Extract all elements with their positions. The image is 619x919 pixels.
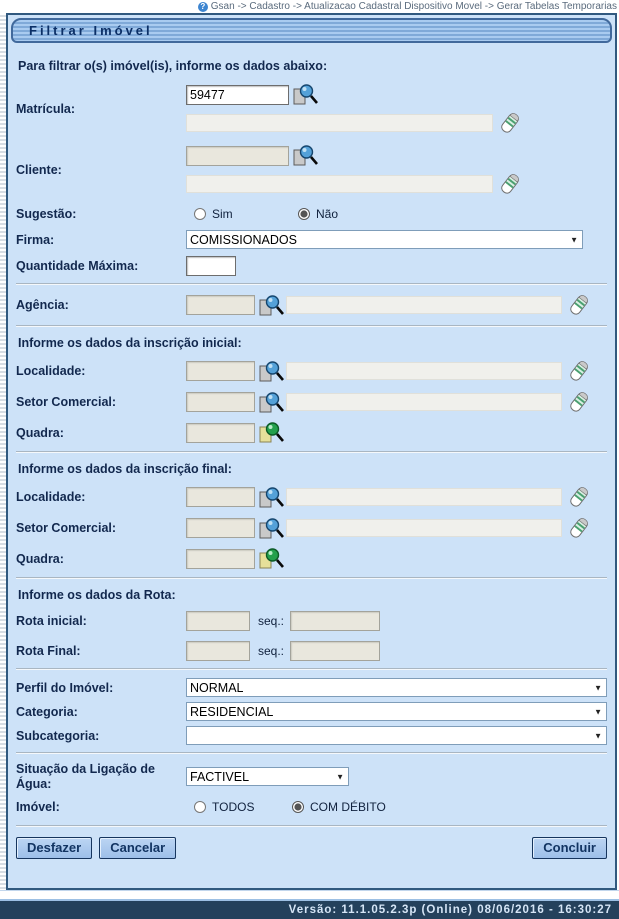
categoria-select-value: RESIDENCIAL (190, 704, 274, 719)
search-green-icon[interactable] (258, 421, 284, 444)
matricula-input[interactable] (186, 85, 289, 105)
setor-final-label: Setor Comercial: (16, 521, 117, 536)
search-icon[interactable] (292, 144, 318, 167)
quantidade-maxima-label: Quantidade Máxima: (16, 259, 139, 274)
cliente-description-field (186, 175, 493, 193)
chevron-down-icon: ▼ (594, 731, 602, 741)
rota-final-input[interactable] (186, 641, 250, 661)
rota-final-seq-label: seq.: (258, 644, 285, 659)
sugestao-sim-label: Sim (212, 207, 233, 222)
desfazer-button[interactable]: Desfazer (16, 837, 92, 859)
localidade-inicial-label: Localidade: (16, 364, 86, 379)
rota-inicial-input[interactable] (186, 611, 250, 631)
panel-title-bar (11, 18, 612, 43)
rota-title: Informe os dados da Rota: (18, 588, 176, 603)
localidade-inicial-row (16, 359, 607, 383)
chevron-down-icon: ▼ (570, 235, 578, 245)
agencia-label: Agência: (16, 298, 69, 313)
situacao-agua-select[interactable] (186, 767, 349, 786)
search-icon[interactable] (258, 486, 284, 509)
agencia-description-field (286, 296, 562, 314)
breadcrumb[interactable]: Gsan -> Cadastro -> Atualizacao Cadastral Dispositivo Movel -> Gerar Tabelas Temporarias (210, 1, 617, 12)
imovel-row (16, 800, 607, 814)
quadra-final-input[interactable] (186, 549, 255, 569)
sugestao-label: Sugestão: (16, 207, 77, 221)
matricula-description-field (186, 114, 493, 132)
eraser-icon[interactable] (568, 485, 590, 509)
imovel-label: Imóvel: (16, 800, 60, 815)
firma-select-value: COMISSIONADOS (190, 232, 297, 247)
setor-inicial-row (16, 390, 607, 414)
sugestao-nao-radio[interactable] (298, 208, 310, 220)
cliente-label: Cliente: (16, 162, 62, 177)
categoria-row (16, 702, 607, 721)
situacao-agua-row (16, 762, 607, 791)
actions-bar (16, 837, 607, 859)
sugestao-nao-label: Não (316, 207, 339, 222)
imovel-todos-radio[interactable] (194, 801, 206, 813)
firma-label: Firma: (16, 232, 55, 247)
search-icon[interactable] (258, 391, 284, 414)
matricula-row (16, 83, 607, 135)
setor-final-row (16, 516, 607, 540)
quadra-inicial-label: Quadra: (16, 425, 64, 440)
categoria-label: Categoria: (16, 704, 78, 719)
setor-inicial-description-field (286, 393, 562, 411)
agencia-row (16, 293, 607, 317)
section-divider (16, 825, 607, 827)
subcategoria-row (16, 726, 607, 745)
breadcrumb-bar (0, 0, 619, 13)
subcategoria-label: Subcategoria: (16, 728, 100, 743)
setor-inicial-input[interactable] (186, 392, 255, 412)
localidade-final-label: Localidade: (16, 490, 86, 505)
page-title: Filtrar Imóvel (29, 23, 153, 38)
inscricao-inicial-title: Informe os dados da inscrição inicial: (18, 336, 242, 351)
search-icon[interactable] (258, 360, 284, 383)
cancelar-button[interactable]: Cancelar (99, 837, 176, 859)
section-divider (16, 325, 607, 327)
cliente-input[interactable] (186, 146, 289, 166)
perfil-label: Perfil do Imóvel: (16, 680, 114, 695)
quantidade-maxima-input[interactable] (186, 256, 236, 276)
rota-final-row (16, 641, 607, 661)
imovel-debito-label: COM DÉBITO (310, 800, 386, 815)
intro-text: Para filtrar o(s) imóvel(is), informe os dados abaixo: (18, 59, 328, 73)
imovel-todos-label: TODOS (212, 800, 255, 815)
localidade-inicial-input[interactable] (186, 361, 255, 381)
situacao-agua-label: Situação da Ligação de Água: (16, 762, 155, 791)
footer-gap (0, 890, 619, 899)
localidade-final-description-field (286, 488, 562, 506)
chevron-down-icon: ▼ (594, 707, 602, 717)
subcategoria-select[interactable] (186, 726, 607, 745)
matricula-label: Matrícula: (16, 101, 76, 116)
section-divider (16, 668, 607, 670)
eraser-icon[interactable] (499, 111, 521, 135)
perfil-select[interactable] (186, 678, 607, 697)
situacao-agua-select-value: FACTIVEL (190, 769, 250, 784)
search-icon[interactable] (292, 83, 318, 106)
concluir-button[interactable]: Concluir (532, 837, 607, 859)
quadra-inicial-input[interactable] (186, 423, 255, 443)
version-text: Versão: 11.1.05.2.3p (Online) 08/06/2016 - 16:30:27 (288, 904, 612, 916)
rota-inicial-label: Rota inicial: (16, 614, 87, 629)
imovel-debito-radio[interactable] (292, 801, 304, 813)
eraser-icon[interactable] (568, 359, 590, 383)
rota-inicial-seq-input[interactable] (290, 611, 380, 631)
eraser-icon[interactable] (499, 172, 521, 196)
categoria-select[interactable] (186, 702, 607, 721)
sugestao-sim-radio[interactable] (194, 208, 206, 220)
section-divider (16, 451, 607, 453)
help-icon[interactable]: ? (198, 2, 208, 12)
chevron-down-icon: ▼ (336, 772, 344, 782)
rota-final-seq-input[interactable] (290, 641, 380, 661)
cliente-row (16, 144, 607, 196)
quadra-final-row (16, 547, 607, 570)
search-icon[interactable] (258, 294, 284, 317)
setor-final-input[interactable] (186, 518, 255, 538)
eraser-icon[interactable] (568, 516, 590, 540)
rota-inicial-seq-label: seq.: (258, 614, 285, 629)
setor-inicial-label: Setor Comercial: (16, 395, 117, 410)
eraser-icon[interactable] (568, 293, 590, 317)
quadra-inicial-row (16, 421, 607, 444)
firma-select[interactable] (186, 230, 583, 249)
footer-bar (0, 899, 619, 919)
section-divider (16, 577, 607, 579)
quadra-final-label: Quadra: (16, 551, 64, 566)
rota-inicial-row (16, 611, 607, 631)
localidade-inicial-description-field (286, 362, 562, 380)
rota-final-label: Rota Final: (16, 644, 81, 659)
sugestao-row (16, 207, 607, 221)
agencia-input[interactable] (186, 295, 255, 315)
inscricao-final-title: Informe os dados da inscrição final: (18, 462, 232, 477)
firma-row (16, 230, 607, 249)
localidade-final-input[interactable] (186, 487, 255, 507)
filter-form-panel (6, 13, 617, 890)
search-icon[interactable] (258, 517, 284, 540)
eraser-icon[interactable] (568, 390, 590, 414)
section-divider (16, 283, 607, 285)
section-divider (16, 752, 607, 754)
chevron-down-icon: ▼ (594, 683, 602, 693)
search-green-icon[interactable] (258, 547, 284, 570)
perfil-select-value: NORMAL (190, 680, 244, 695)
quantidade-maxima-row (16, 256, 607, 276)
perfil-row (16, 678, 607, 697)
localidade-final-row (16, 485, 607, 509)
setor-final-description-field (286, 519, 562, 537)
